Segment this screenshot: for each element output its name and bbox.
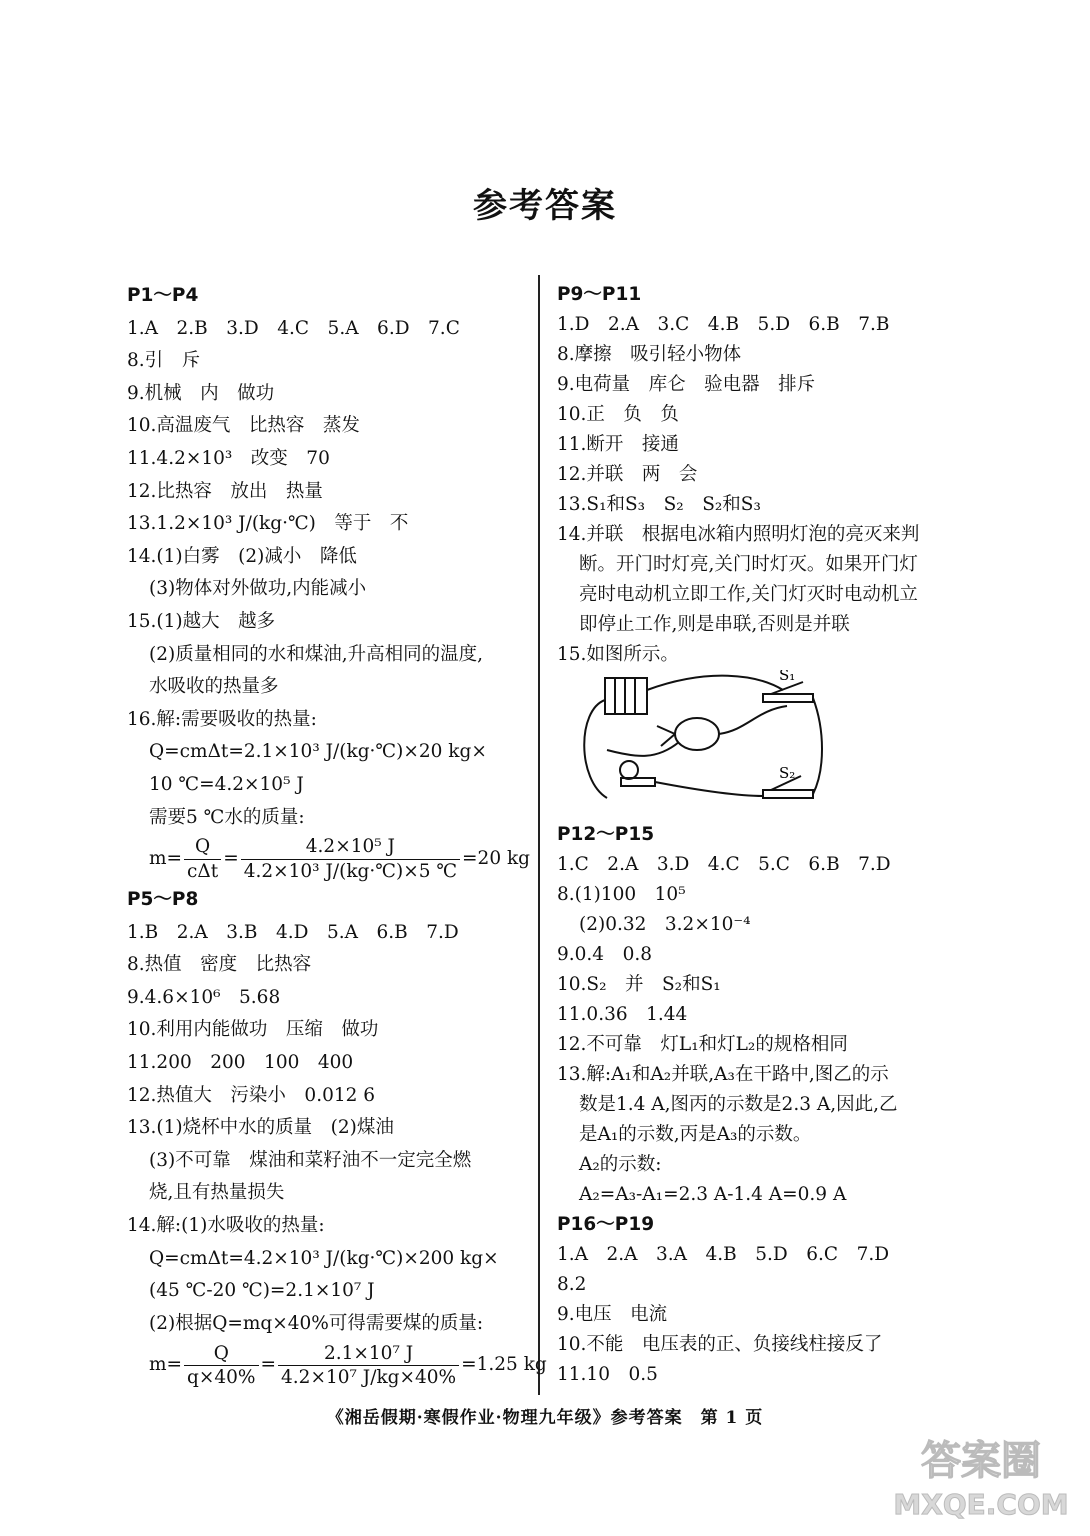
- answer-line: A₂=A₃-A₁=2.3 A-1.4 A=0.9 A: [579, 1184, 847, 1205]
- answer-line: 8.(1)100 10⁵: [557, 884, 686, 905]
- answer-line: (45 ℃-20 ℃)=2.1×10⁷ J: [149, 1280, 375, 1302]
- answer-line: 13.解:A₁和A₂并联,A₃在干路中,图乙的示: [557, 1064, 889, 1085]
- answer-line: 13.S₁和S₃ S₂ S₂和S₃: [557, 494, 761, 515]
- answer-line: 12.并联 两 会: [557, 464, 698, 485]
- mass-formula: m= $\frac{Q}{\text{cΔt}}$ = $\frac{\text{4.2×10⁵ J}}{\text{4.2×10³ J/(kg·℃)×5 ℃}}$ =20 kg: [149, 836, 531, 882]
- motor-icon: [675, 718, 719, 750]
- answer-line: 13.(1)烧杯中水的质量 (2)煤油: [127, 1117, 394, 1139]
- answer-line: 11.200 200 100 400: [127, 1052, 354, 1074]
- answer-line: 亮时电动机立即工作,关门灯灭时电动机立: [579, 584, 918, 605]
- answer-line: 8.热值 密度 比热容: [127, 954, 312, 976]
- answer-line: 12.不可靠 灯L₁和灯L₂的规格相同: [557, 1034, 848, 1055]
- page-footer: 《湘岳假期·寒假作业·物理九年级》参考答案 第 1 页: [326, 1408, 764, 1428]
- answer-line: 10.正 负 负: [557, 404, 679, 425]
- switch-s1-icon: [763, 694, 813, 702]
- answer-line: 断。开门时灯亮,关门时灯灭。如果开门灯: [579, 554, 918, 575]
- answer-line: 14.解:(1)水吸收的热量:: [127, 1215, 325, 1237]
- answer-line: 9.0.4 0.8: [557, 944, 652, 965]
- coal-mass-formula: m= $\frac{Q}{q\times 40\%}$ = $\frac{\text{2.1×10⁷ J}}{\text{4.2×10⁷ J/kg×40\%}}$ =1.25 kg: [149, 1342, 547, 1388]
- answer-line: 8.引 斥: [127, 350, 201, 372]
- answer-line: 烧,且有热量损失: [149, 1182, 285, 1204]
- answer-line: 数是1.4 A,图丙的示数是2.3 A,因此,乙: [579, 1094, 898, 1115]
- section-heading-p16-p19: P16～P19: [557, 1214, 655, 1235]
- answer-line: 10.S₂ 并 S₂和S₁: [557, 974, 721, 995]
- answer-line: 11.4.2×10³ 改变 70: [127, 447, 330, 469]
- fraction: $\frac{\text{4.2×10⁵ J}}{\text{4.2×10³ J/(kg·℃)×5 ℃}}$: [241, 835, 460, 882]
- fraction: $\frac{\text{2.1×10⁷ J}}{\text{4.2×10⁷ J/kg×40\%}}$: [278, 1342, 459, 1389]
- answer-line: 15.如图所示。: [557, 644, 679, 665]
- watermark-bottom-text: MXQE.COM: [893, 1488, 1069, 1521]
- answer-line: 即停止工作,则是串联,否则是并联: [579, 614, 850, 635]
- answer-line: (3)不可靠 煤油和菜籽油不一定完全燃: [149, 1149, 472, 1171]
- answer-line: 9.电压 电流: [557, 1304, 668, 1325]
- circuit-drawing: [557, 670, 827, 818]
- answer-line: (2)根据Q=mq×40%可得需要煤的质量:: [149, 1312, 484, 1334]
- answer-line: 10.不能 电压表的正、负接线柱接反了: [557, 1334, 883, 1355]
- answer-line: 10 ℃=4.2×10⁵ J: [149, 773, 304, 795]
- answer-line: 1.A 2.A 3.A 4.B 5.D 6.C 7.D: [557, 1244, 890, 1265]
- answer-line: 1.B 2.A 3.B 4.D 5.A 6.B 7.D: [127, 921, 459, 943]
- answer-line: 11.10 0.5: [557, 1364, 658, 1385]
- answer-line: 9.4.6×10⁶ 5.68: [127, 986, 281, 1008]
- answer-line: Q=cmΔt=2.1×10³ J/(kg·℃)×20 kg×: [149, 741, 487, 763]
- circuit-diagram: [557, 670, 977, 820]
- answer-line: 16.解:需要吸收的热量:: [127, 708, 317, 730]
- fraction: $\frac{Q}{q\times 40\%}$: [184, 1342, 258, 1389]
- answer-line: 14.(1)白雾 (2)减小 降低: [127, 545, 357, 567]
- answer-line: 水吸收的热量多: [149, 676, 279, 698]
- answer-line: 15.(1)越大 越多: [127, 610, 276, 632]
- right-column: [557, 280, 977, 1390]
- column-divider: [538, 275, 540, 1395]
- answer-line: 9.机械 内 做功: [127, 382, 275, 404]
- watermark-top-text: 答案圈: [921, 1438, 1041, 1484]
- answer-line: 8.摩擦 吸引轻小物体: [557, 344, 742, 365]
- switch-s2-label: S₂: [779, 764, 796, 782]
- answer-line: Q=cmΔt=4.2×10³ J/(kg·℃)×200 kg×: [149, 1247, 499, 1269]
- fraction: $\frac{Q}{\text{cΔt}}$: [184, 835, 221, 882]
- section-heading-p9-p11: P9～P11: [557, 284, 642, 305]
- answer-line: 12.热值大 污染小 0.012 6: [127, 1084, 376, 1106]
- section-heading-p5-p8: P5～P8: [127, 889, 199, 911]
- answer-line: 11.0.36 1.44: [557, 1004, 688, 1025]
- answer-line: 10.利用内能做功 压缩 做功: [127, 1019, 379, 1041]
- answer-line: 12.比热容 放出 热量: [127, 480, 323, 502]
- section-heading-p1-p4: P1～P4: [127, 285, 199, 306]
- answer-line: 13.1.2×10³ J/(kg·℃) 等于 不: [127, 513, 409, 535]
- answer-line: 8.2: [557, 1274, 587, 1295]
- watermark-logo: [886, 1426, 1076, 1526]
- answer-line: (3)物体对外做功,内能减小: [149, 578, 367, 600]
- page-title: 参考答案: [473, 186, 617, 226]
- left-column: [127, 280, 547, 1390]
- answer-line: A₂的示数:: [579, 1154, 662, 1175]
- answer-line: 11.断开 接通: [557, 434, 679, 455]
- switch-s1-label: S₁: [779, 670, 796, 684]
- switch-s2-icon: [763, 790, 813, 798]
- answer-line: 1.C 2.A 3.D 4.C 5.C 6.B 7.D: [557, 854, 891, 875]
- answer-line: 14.并联 根据电冰箱内照明灯泡的亮灭来判: [557, 524, 920, 545]
- answer-line: 是A₁的示数,丙是A₃的示数。: [579, 1124, 812, 1145]
- answer-line: (2)质量相同的水和煤油,升高相同的温度,: [149, 643, 483, 665]
- answer-line: 10.高温废气 比热容 蒸发: [127, 415, 360, 437]
- answer-line: (2)0.32 3.2×10⁻⁴: [579, 914, 751, 935]
- lamp-icon: [620, 761, 638, 779]
- answer-line: 需要5 ℃水的质量:: [149, 806, 305, 828]
- answer-line: 1.A 2.B 3.D 4.C 5.A 6.D 7.C: [127, 317, 460, 339]
- section-heading-p12-p15: P12～P15: [557, 824, 655, 845]
- answer-line: 1.D 2.A 3.C 4.B 5.D 6.B 7.B: [557, 314, 890, 335]
- answer-line: 9.电荷量 库仑 验电器 排斥: [557, 374, 816, 395]
